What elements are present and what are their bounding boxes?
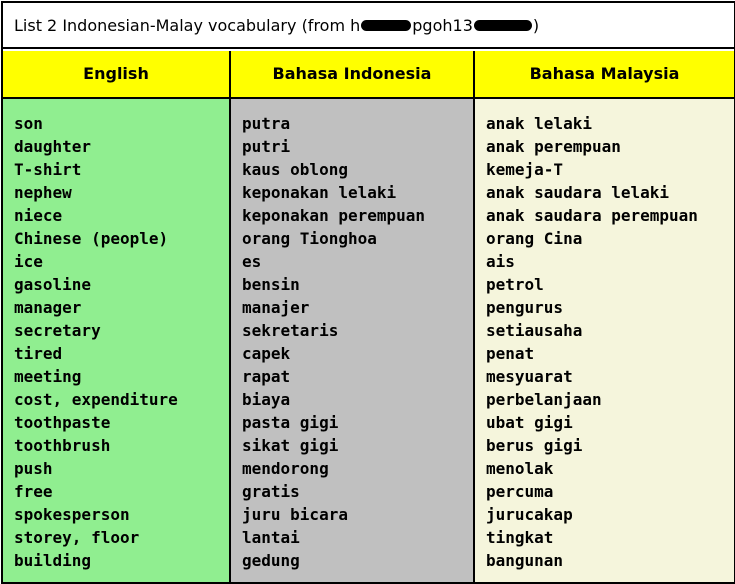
malaysian-word: perbelanjaan [486,390,602,409]
indonesian-word: rapat [242,367,291,386]
english-word: nephew [14,183,72,202]
malaysian-word: orang Cina [486,229,583,248]
caption-url-start: h [350,16,361,35]
table-caption [3,3,734,49]
header-bahasa-indonesia: Bahasa Indonesia [231,51,473,97]
header-bahasa-malaysia: Bahasa Malaysia [475,51,734,97]
indonesian-column [231,99,473,582]
english-word: manager [14,298,82,317]
indonesian-word: capek [242,344,291,363]
english-word: toothbrush [14,436,111,455]
caption-prefix: List 2 Indonesian-Malay vocabulary (from [14,16,351,35]
redaction-mark [474,20,532,31]
english-word: secretary [14,321,101,340]
english-word: toothpaste [14,413,111,432]
indonesian-word: biaya [242,390,291,409]
indonesian-word: sekretaris [242,321,339,340]
malaysian-column [475,99,734,582]
indonesian-word: putri [242,137,291,156]
body-row [3,99,734,582]
malaysian-word: jurucakap [486,505,573,524]
english-word: storey, floor [14,528,140,547]
malaysian-word: ais [486,252,515,271]
english-word: T-shirt [14,160,82,179]
english-word: spokesperson [14,505,130,524]
malaysian-word: percuma [486,482,554,501]
english-word: daughter [14,137,92,156]
malaysian-word: anak saudara perempuan [486,206,698,225]
english-word: ice [14,252,43,271]
malaysian-word: anak lelaki [486,114,592,133]
english-word: meeting [14,367,82,386]
divider [473,99,475,582]
malaysian-word: anak saudara lelaki [486,183,670,202]
indonesian-word: lantai [242,528,300,547]
indonesian-word: juru bicara [242,505,348,524]
malaysian-word: pengurus [486,298,564,317]
indonesian-word: keponakan perempuan [242,206,426,225]
malaysian-word: ubat gigi [486,413,573,432]
indonesian-word: kaus oblong [242,160,348,179]
redaction-mark [361,20,411,31]
indonesian-word: putra [242,114,291,133]
caption-suffix: ) [532,16,540,35]
malaysian-word: berus gigi [486,436,583,455]
malaysian-word: petrol [486,275,544,294]
english-word: free [14,482,53,501]
malaysian-word: menolak [486,459,554,478]
divider [473,51,475,97]
indonesian-word: es [242,252,262,271]
malaysian-word: penat [486,344,535,363]
english-word: push [14,459,53,478]
english-column [3,99,229,582]
divider [229,99,231,582]
indonesian-word: sikat gigi [242,436,339,455]
indonesian-word: keponakan lelaki [242,183,397,202]
english-word: gasoline [14,275,92,294]
english-word: cost, expenditure [14,390,178,409]
divider [229,51,231,97]
english-word: tired [14,344,63,363]
vocabulary-table [1,1,735,584]
malaysian-word: anak perempuan [486,137,621,156]
indonesian-word: bensin [242,275,300,294]
header-row [3,51,734,99]
english-word: niece [14,206,63,225]
indonesian-word: gedung [242,551,300,570]
indonesian-word: pasta gigi [242,413,339,432]
english-word: son [14,114,43,133]
malaysian-word: kemeja-T [486,160,564,179]
header-english: English [3,51,229,97]
malaysian-word: tingkat [486,528,554,547]
indonesian-word: gratis [242,482,300,501]
english-word: building [14,551,92,570]
caption-url-middle: pgoh13 [412,16,473,35]
malaysian-word: setiausaha [486,321,583,340]
indonesian-word: mendorong [242,459,329,478]
english-word: Chinese (people) [14,229,169,248]
indonesian-word: manajer [242,298,310,317]
malaysian-word: bangunan [486,551,564,570]
indonesian-word: orang Tionghoa [242,229,377,248]
malaysian-word: mesyuarat [486,367,573,386]
